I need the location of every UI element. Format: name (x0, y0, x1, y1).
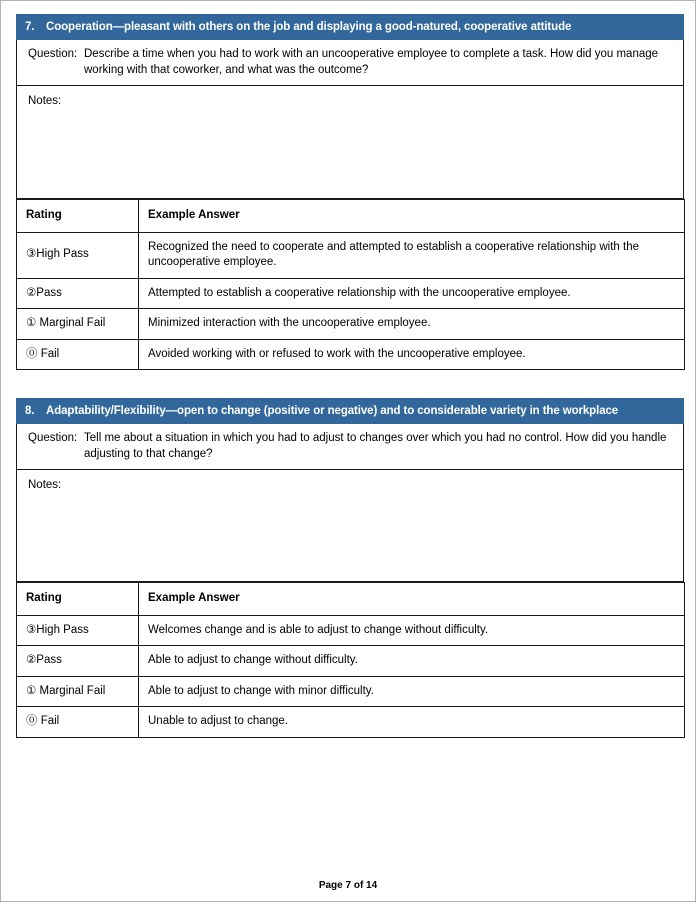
section-7-question-text: Describe a time when you had to work with an uncooperative employee to complete a task. How did you manage working with that coworker, and what was the outcome? (84, 48, 659, 76)
section-7-question-label: Question: (28, 48, 78, 60)
section-7 (16, 14, 684, 370)
section-7-question-box (16, 40, 684, 86)
section-7-notes-label: Notes: (28, 95, 62, 107)
table-row (17, 339, 685, 370)
rating-label-fail: ⓪ Fail (17, 707, 139, 738)
table-row (17, 707, 685, 738)
section-8-number: 8. (25, 405, 35, 417)
section-7-notes-area[interactable] (16, 86, 684, 199)
example-answer-marginal-fail: Minimized interaction with the uncooperative employee. (139, 309, 685, 340)
example-answer-pass: Attempted to establish a cooperative relationship with the uncooperative employee. (139, 278, 685, 309)
table-row (17, 309, 685, 340)
section-8-question-text: Tell me about a situation in which you had to adjust to changes over which you had no control. How did you handle adjusting to that change? (84, 432, 667, 460)
example-answer-high-pass: Recognized the need to cooperate and attempted to establish a cooperative relationship with the uncooperative employee. (139, 232, 685, 278)
column-header-rating: Rating (17, 200, 139, 233)
section-8-question-box (16, 424, 684, 470)
example-answer-marginal-fail: Able to adjust to change with minor difficulty. (139, 676, 685, 707)
column-header-rating: Rating (17, 583, 139, 616)
section-8 (16, 398, 684, 738)
table-row (17, 615, 685, 646)
section-8-notes-area[interactable] (16, 470, 684, 582)
example-answer-high-pass: Welcomes change and is able to adjust to change without difficulty. (139, 615, 685, 646)
rating-label-high-pass: ③High Pass (17, 232, 139, 278)
example-answer-fail: Avoided working with or refused to work with the uncooperative employee. (139, 339, 685, 370)
rating-label-marginal-fail: ① Marginal Fail (17, 676, 139, 707)
section-7-header (16, 14, 684, 40)
page-content (16, 14, 684, 766)
page-footer: Page 7 of 14 (318, 880, 378, 891)
table-row (17, 646, 685, 677)
table-row (17, 232, 685, 278)
table-row (17, 278, 685, 309)
section-7-rating-table (16, 199, 685, 370)
section-8-rating-table (16, 582, 685, 738)
example-answer-pass: Able to adjust to change without difficulty. (139, 646, 685, 677)
rating-label-high-pass: ③High Pass (17, 615, 139, 646)
section-7-title: Cooperation—pleasant with others on the job and displaying a good-natured, cooperative attitude (46, 21, 572, 33)
example-answer-fail: Unable to adjust to change. (139, 707, 685, 738)
rating-label-pass: ②Pass (17, 646, 139, 677)
column-header-example-answer: Example Answer (139, 583, 685, 616)
table-row (17, 676, 685, 707)
table-header-row (17, 200, 685, 233)
rating-label-fail: ⓪ Fail (17, 339, 139, 370)
rating-label-marginal-fail: ① Marginal Fail (17, 309, 139, 340)
section-7-number: 7. (25, 21, 35, 33)
table-header-row (17, 583, 685, 616)
column-header-example-answer: Example Answer (139, 200, 685, 233)
section-8-title: Adaptability/Flexibility—open to change (positive or negative) and to considerable variety in the workplace (46, 405, 619, 417)
rating-label-pass: ②Pass (17, 278, 139, 309)
section-8-notes-label: Notes: (28, 479, 62, 491)
section-8-question-label: Question: (28, 432, 78, 444)
section-8-header (16, 398, 684, 424)
